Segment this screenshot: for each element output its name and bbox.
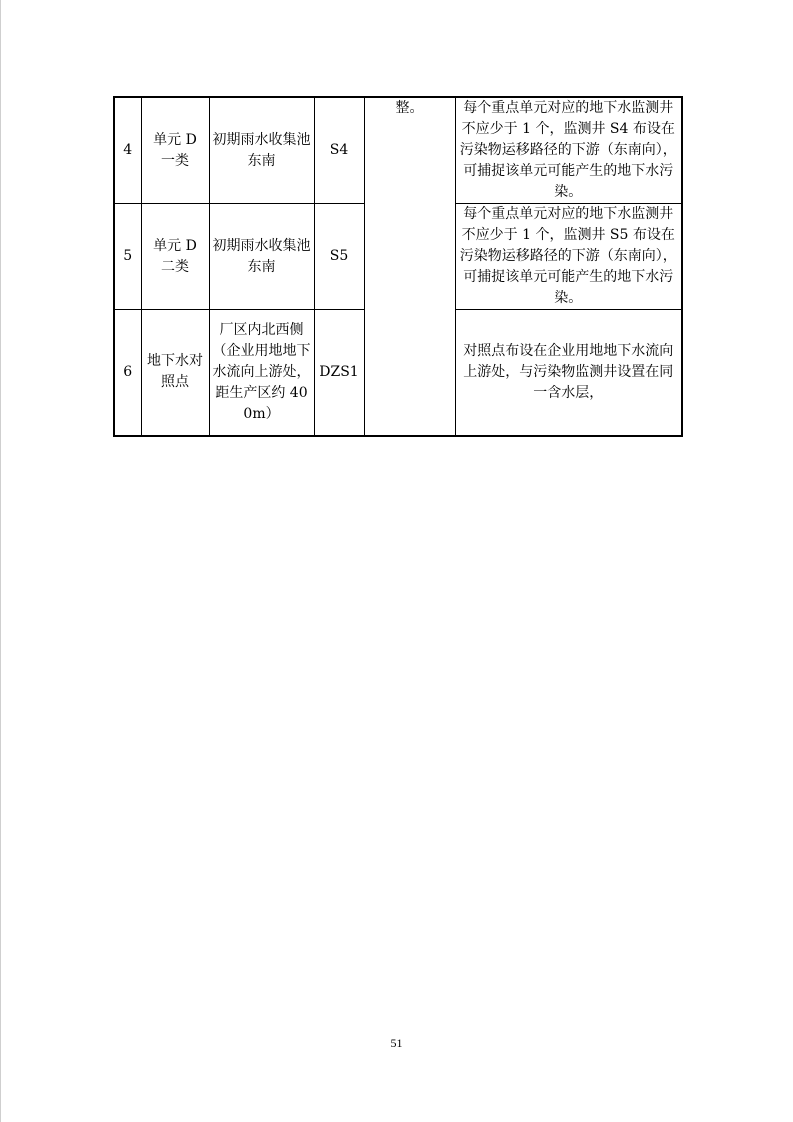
page-left-edge [0, 0, 1, 1122]
reason-cell: 每个重点单元对应的地下水监测井不应少于 1 个，监测井 S4 布设在污染物运移路径的下游（东南向），可捕捉该单元可能产生的地下水污染。 [455, 97, 682, 204]
row-index: 6 [114, 310, 141, 436]
remark-cell: 整。 [364, 97, 455, 436]
monitoring-well-table [113, 96, 683, 437]
well-id-cell: DZS1 [314, 310, 364, 436]
location-cell: 初期雨水收集池东南 [209, 204, 314, 310]
well-id-cell: S4 [314, 97, 364, 204]
unit-cell: 地下水对照点 [141, 310, 209, 436]
row-index: 5 [114, 204, 141, 310]
location-cell: 厂区内北西侧（企业用地地下水流向上游处，距生产区约 400m） [209, 310, 314, 436]
page-number: 51 [390, 1036, 403, 1050]
location-cell: 初期雨水收集池东南 [209, 97, 314, 204]
unit-cell: 单元 D 一类 [141, 97, 209, 204]
row-index: 4 [114, 97, 141, 204]
well-id-cell: S5 [314, 204, 364, 310]
reason-cell: 每个重点单元对应的地下水监测井不应少于 1 个，监测井 S5 布设在污染物运移路径的下游（东南向），可捕捉该单元可能产生的地下水污染。 [455, 204, 682, 310]
table-row [114, 97, 682, 204]
reason-cell: 对照点布设在企业用地地下水流向上游处，与污染物监测井设置在同一含水层， [455, 310, 682, 436]
unit-cell: 单元 D 二类 [141, 204, 209, 310]
